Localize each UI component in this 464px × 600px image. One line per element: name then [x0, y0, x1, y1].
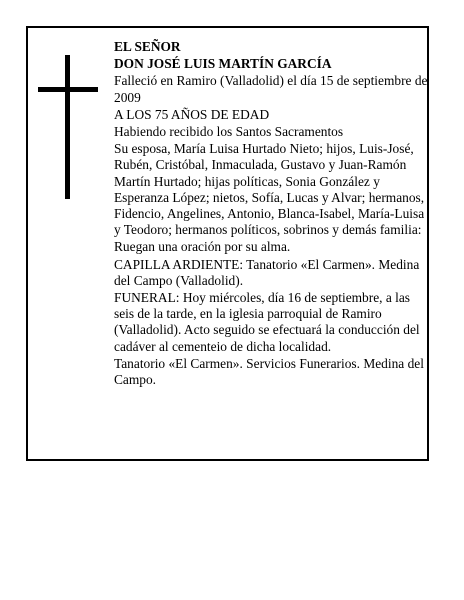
funeral-info: FUNERAL: Hoy miércoles, día 16 de septiembre, a las seis de la tarde, en la iglesia parroquial de Ramiro (Valladolid). Acto seguido se efectuará la conducción del cadáver al cementeio de dicha localidad.: [114, 290, 420, 354]
funeral-home-info: Tanatorio «El Carmen». Servicios Funerarios. Medina del Campo.: [114, 355, 424, 388]
cross-vertical-bar: [65, 55, 70, 199]
notice-text: [114, 39, 432, 389]
death-statement: Falleció en Ramiro (Valladolid) el día 15 de septiembre de 2009: [114, 73, 428, 105]
cross-horizontal-bar: [38, 87, 98, 92]
age-statement: A LOS 75 AÑOS DE EDAD: [114, 106, 270, 122]
title-line-1: EL SEÑOR: [114, 39, 181, 54]
sacraments-statement: Habiendo recibido los Santos Sacramentos: [114, 124, 344, 140]
latin-cross-icon: [38, 55, 98, 199]
obituary-notice: [26, 26, 429, 461]
deceased-name: DON JOSÉ LUIS MARTÍN GARCÍA: [114, 56, 332, 72]
prayer-request: Ruegan una oración por su alma.: [114, 239, 291, 255]
family-list: Su esposa, María Luisa Hurtado Nieto; hijos, Luis-José, Rubén, Cristóbal, Inmaculada, Gustavo y Juan-Ramón Martín Hurtado; hijas políticas, Sonia González y Esperanza López; nietos, Sofía, Lucas y Alvar; hermanos, Fidencio, Angelines, Antonio, Blanca-Isabel, María-Luisa y Teodoro; hermanos políticos, sobrinos y demás familia:: [114, 141, 425, 238]
chapel-info: CAPILLA ARDIENTE: Tanatorio «El Carmen». Medina del Campo (Valladolid).: [114, 256, 420, 288]
